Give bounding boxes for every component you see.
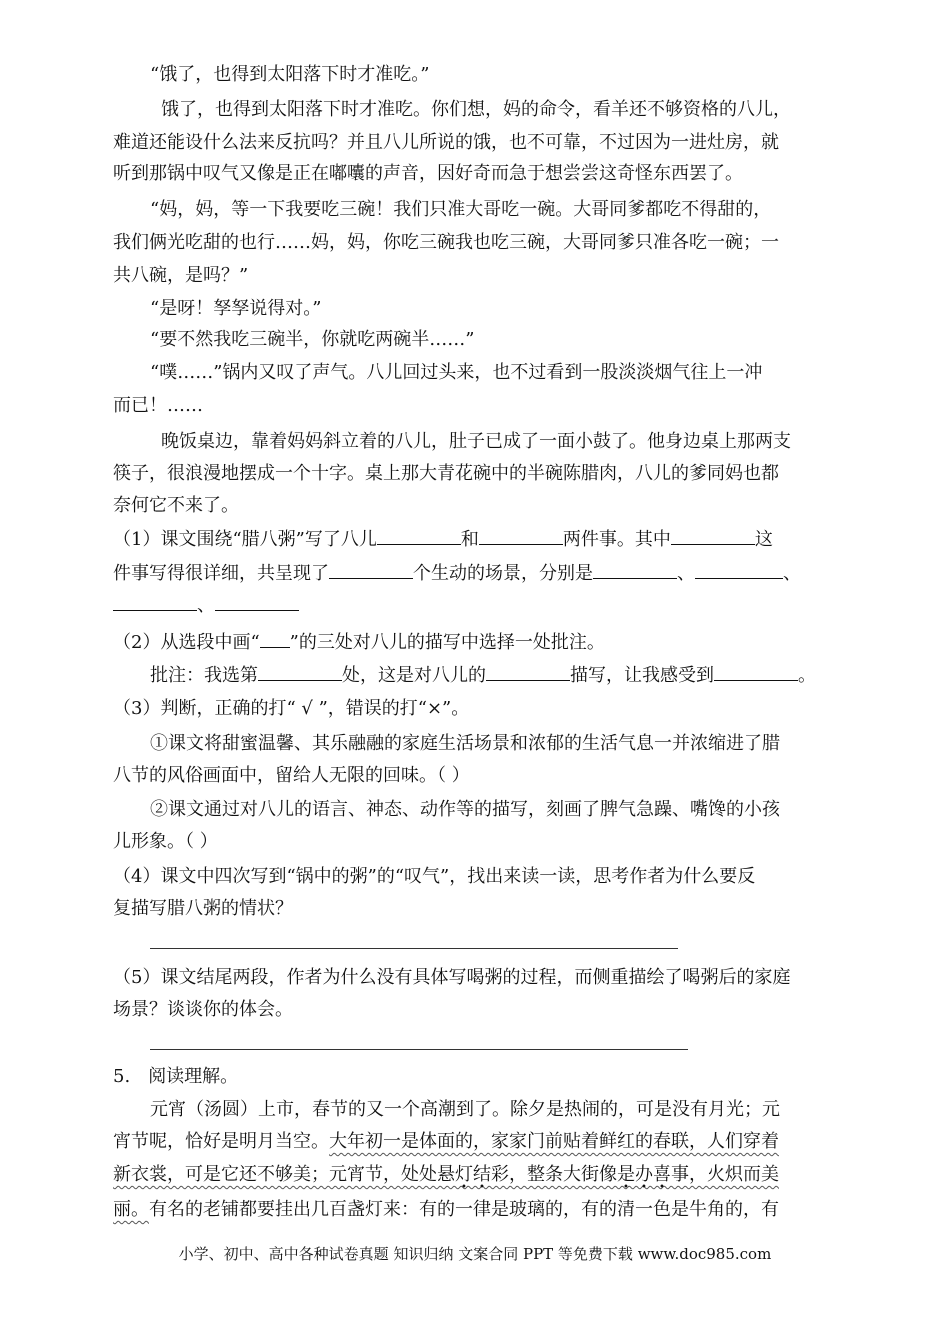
section-5-passage-line-4: 丽。有名的老铺都要挂出几百盏灯来：有的一律是玻璃的，有的清一色是牛角的，有: [113, 1197, 779, 1223]
question-4-line-1: （4）课文中四次写到“锅中的粥”的“叹气”，找出来读一读，思考作者为什么要反: [113, 866, 756, 887]
page-footer: 小学、初中、高中各种试卷真题 知识归纳 文案合同 PPT 等免费下载 www.doc985.com: [178, 1245, 772, 1263]
answer-blank[interactable]: [593, 560, 677, 579]
section-5-heading: [113, 1064, 238, 1090]
emphasis-dotted-2: [617, 1199, 671, 1220]
passage-paragraph-4: “是呀！孥孥说得对。”: [150, 298, 322, 319]
passage-paragraph-7-line-3: 奈何它不来了。: [113, 495, 239, 516]
answer-blank[interactable]: [671, 526, 755, 545]
question-1-line-1: （1）课文围绕“腊八粥”写了八儿 和 两件事。其中 这: [113, 526, 773, 553]
answer-blank[interactable]: [479, 526, 563, 545]
question-5-line-2: 场景？谈谈你的体会。: [113, 999, 293, 1020]
question-3-statement-1-line-1: ①课文将甜蜜温馨、其乐融融的家庭生活场景和浓郁的生活气息一并浓缩进了腊: [150, 733, 780, 754]
underline-sample: [260, 629, 290, 648]
passage-paragraph-3-line-3: 共八碗，是吗？”: [113, 265, 249, 286]
passage-paragraph-1: “饿了，也得到太阳落下时才准吃。”: [150, 64, 430, 85]
passage-paragraph-7-line-2: 筷子，很浪漫地摆成一个十字。桌上那大青花碗中的半碗陈腊肉，八儿的爹同妈也都: [113, 463, 779, 484]
passage-paragraph-3-line-2: 我们俩光吃甜的也行……妈，妈，你吃三碗我也吃三碗，大哥同爹只准各吃一碗；一: [113, 232, 779, 253]
answer-blank[interactable]: [113, 592, 197, 611]
section-5-passage-line-3: 新衣裳，可是它还不够美；元宵节，处处悬灯结彩，整条大街像是办喜事，火炽而美: [113, 1164, 779, 1185]
emphasis-dotted-1: [455, 1199, 491, 1220]
answer-blank[interactable]: [329, 560, 413, 579]
passage-paragraph-7-line-1: 晚饭桌边，靠着妈妈斜立着的八儿，肚子已成了一面小鼓了。他身边桌上那两支: [161, 431, 791, 452]
emphasis-char: 律: [473, 1199, 491, 1220]
emphasis-char: 一: [635, 1199, 653, 1220]
question-1-line-3: 、: [113, 592, 299, 619]
question-2-prompt: （2）从选段中画“ ”的三处对八儿的描写中选择一处批注。: [113, 629, 605, 656]
question-3-title: （3）判断，正确的打“ √ ”，错误的打“×”。: [113, 698, 470, 719]
answer-blank[interactable]: [215, 592, 299, 611]
question-1-line-2: 件事写得很详细，共呈现了 个生动的场景，分别是 、 、: [113, 560, 801, 587]
question-3-statement-2-line-1: ②课文通过对八儿的语言、神态、动作等的描写，刻画了脾气急躁、嘴馋的小孩: [150, 799, 780, 820]
passage-paragraph-2-line-3: 听到那锅中叹气又像是正在嘟囔的声音，因好奇而急于想尝尝这奇怪东西罢了。: [113, 163, 743, 184]
answer-blank[interactable]: [377, 526, 461, 545]
emphasis-char: 色: [653, 1199, 671, 1220]
question-4-answer-line[interactable]: [150, 948, 678, 949]
passage-paragraph-2-line-2: 难道还能设什么法来反抗吗？并且八儿所说的饿，也不可靠，不过因为一进灶房，就: [113, 132, 779, 153]
passage-paragraph-5: “要不然我吃三碗半，你就吃两碗半……”: [150, 329, 475, 350]
passage-paragraph-2-line-1: 饿了，也得到太阳落下时才准吃。你们想，妈的命令，看羊还不够资格的八儿，: [161, 99, 791, 120]
question-5-answer-line[interactable]: [150, 1049, 688, 1050]
passage-paragraph-3-line-1: “妈，妈，等一下我要吃三碗！我们只准大哥吃一碗。大哥同爹都吃不得甜的，: [150, 199, 772, 220]
question-4-line-2: 复描写腊八粥的情状？: [113, 898, 293, 919]
answer-blank[interactable]: [258, 662, 342, 681]
section-5-passage-line-2: 宵节呢，恰好是明月当空。大年初一是体面的，家家门前贴着鲜红的春联，人们穿着: [113, 1131, 779, 1152]
answer-blank[interactable]: [714, 662, 798, 681]
passage-paragraph-6-line-1: “噗……”锅内又叹了声气。八儿回过头来，也不过看到一股淡淡烟气往上一冲: [150, 362, 763, 383]
emphasis-char: 清: [617, 1199, 635, 1220]
question-2-annotation: 批注：我选第 处，这是对八儿的 描写，让我感受到 。: [150, 662, 816, 689]
answer-blank[interactable]: [486, 662, 570, 681]
question-3-statement-2-line-2[interactable]: 儿形象。（ ）: [113, 831, 218, 852]
section-5-passage-line-1: 元宵（汤圆）上市，春节的又一个高潮到了。除夕是热闹的，可是没有月光；元: [150, 1099, 780, 1120]
section-number: 5.: [113, 1066, 131, 1087]
passage-paragraph-6-line-2: 而已！……: [113, 395, 203, 416]
question-5-line-1: （5）课文结尾两段，作者为什么没有具体写喝粥的过程，而侧重描绘了喝粥后的家庭: [113, 967, 791, 988]
question-3-statement-1-line-2[interactable]: 八节的风俗画面中，留给人无限的回味。（ ）: [113, 765, 470, 786]
emphasis-char: 一: [455, 1199, 473, 1220]
section-title: 阅读理解。: [148, 1066, 239, 1087]
answer-blank[interactable]: [695, 560, 783, 579]
